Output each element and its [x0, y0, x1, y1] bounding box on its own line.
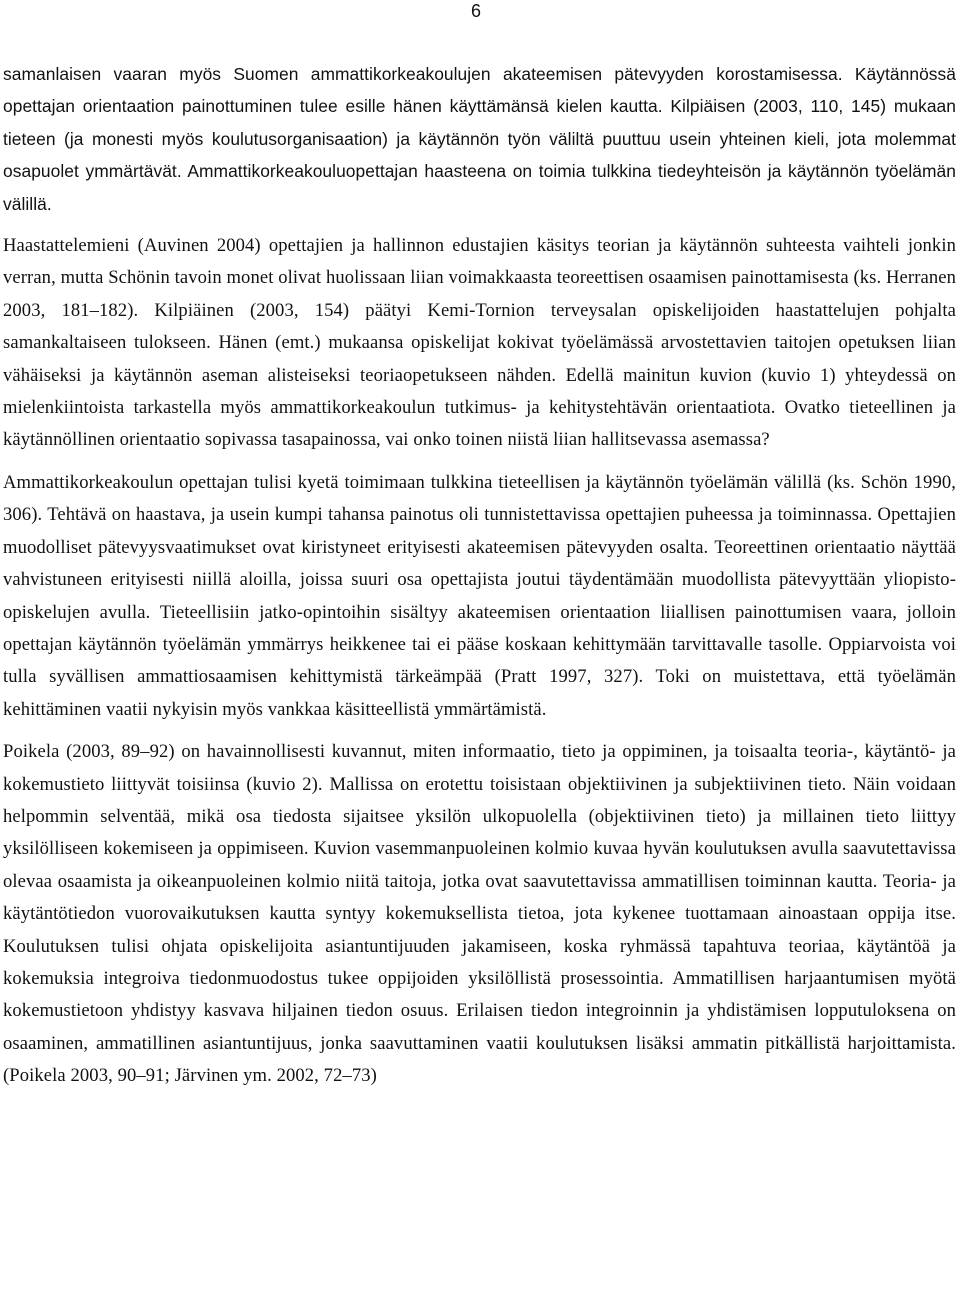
- paragraph-4: Poikela (2003, 89–92) on havainnollisesti kuvannut, miten informaatio, tieto ja oppiminen, ja toisaalta teoria-, käytäntö- ja kokemustieto liittyvät toisiinsa (kuvio 2). Mallissa on erotettu toisistaan objektiivinen ja subjektiivinen tieto. Näin voidaan helpommin selventää, mikä osa tiedosta sijaitsee yksilön ulkopuolella (objektiivinen tieto) ja millainen tieto liittyy yksilölliseen kokemiseen ja oppimiseen. Kuvion vasemmanpuoleinen kolmio kuvaa hyvän koulutuksen avulla saavutettavissa olevaa osaamista ja oikeanpuoleinen kolmio niitä taitoja, jotka ovat saavutettavissa ammatillisen toiminnan kautta. Teoria- ja käytäntötiedon vuorovaikutuksen kautta syntyy kokemuksellista tietoa, jota kykenee tuottamaan ainoastaan oppija itse. Koulutuksen tulisi ohjata opiskelijoita asiantuntijuuden jakamiseen, koska ryhmässä tapahtuva teoriaa, käytäntöä ja kokemuksia integroiva tiedonmuodostus tukee oppijoiden yksilöllistä prosessointia. Ammatillisen harjaantumisen myötä kokemustietoon yhdistyy kasvava hiljainen tiedon osuus. Erilaisen tiedon integroinnin ja yhdistämisen lopputuloksena on osaaminen, ammatillinen asiantuntijuus, jonka saavuttaminen vaatii koulutuksen lisäksi ammatin pitkällistä harjoittamista. (Poikela 2003, 90–91; Järvinen ym. 2002, 72–73): [3, 741, 956, 1087]
- page-number: 6: [471, 1, 482, 21]
- paragraph-3: Ammattikorkeakoulun opettajan tulisi kyetä toimimaan tulkkina tieteellisen ja käytännön työelämän välillä (ks. Schön 1990, 306). Tehtävä on haastava, ja usein kumpi tahansa painotus oli tunnistettavissa opettajien puheessa ja toiminnassa. Opettajien muodolliset pätevyysvaatimukset ovat kiristyneet erityisesti akateemisen pätevyyden osalta. Teoreettinen orientaatio näyttää vahvistuneen erityisesti niillä aloilla, joissa suuri osa opettajista joutui täydentämään muodollista pätevyyttään yliopisto-opiskelujen avulla. Tieteellisiin jatko-opintoihin sisältyy akateemisen orientaation liiallisen painottumisen vaara, jolloin opettajan käytännön työelämän ymmärrys heikkenee tai ei pääse koskaan kehittymään tarvittavalle tasolle. Oppiarvoista voi tulla syvällisen ammattiosaamisen kehittymistä tärkeämpää (Pratt 1997, 327). Toki on muistettava, että työelämän kehittäminen vaatii nykyisin myös vankkaa käsitteellistä ymmärtämistä.: [3, 471, 956, 720]
- paragraph-2: Haastattelemieni (Auvinen 2004) opettajien ja hallinnon edustajien käsitys teorian ja käytännön suhteesta vaihteli jonkin verran, mutta Schönin tavoin monet olivat huolissaan liian voimakkaasta teoreettisen osaamisen painottamisesta (ks. Herranen 2003, 181–182). Kilpiäinen (2003, 154) päätyi Kemi-Tornion terveysalan opiskelijoiden haastattelujen pohjalta samankaltaiseen tulokseen. Hänen (emt.) mukaansa opiskelijat kokivat työelämässä arvostettavien taitojen opetuksen liian vähäiseksi ja käytännön aseman alisteiseksi teoriaopetukseen nähden. Edellä mainitun kuvion (kuvio 1) yhteydessä on mielenkiintoista tarkastella myös ammattikorkeakoulun tutkimus- ja kehitystehtävän orientaatiota. Ovatko tieteellinen ja käytännöllinen orientaatio sopivassa tasapainossa, vai onko toinen niistä liian hallitsevassa asemassa?: [3, 235, 956, 451]
- paragraph-1: samanlaisen vaaran myös Suomen ammattikorkeakoulujen akateemisen pätevyyden korostamisessa. Käytännössä opettajan orientaation painottuminen tulee esille hänen käyttämänsä kielen kautta. Kilpiäisen (2003, 110, 145) mukaan tieteen (ja monesti myös koulutusorganisaation) ja käytännön työn väliltä puuttuu usein yhteinen kieli, jota molemmat osapuolet ymmärtävät. Ammattikorkeakouluopettajan haasteena on toimia tulkkina tiedeyhteisön ja käytännön työelämän välillä.: [3, 64, 956, 214]
- document-body: [3, 58, 956, 1093]
